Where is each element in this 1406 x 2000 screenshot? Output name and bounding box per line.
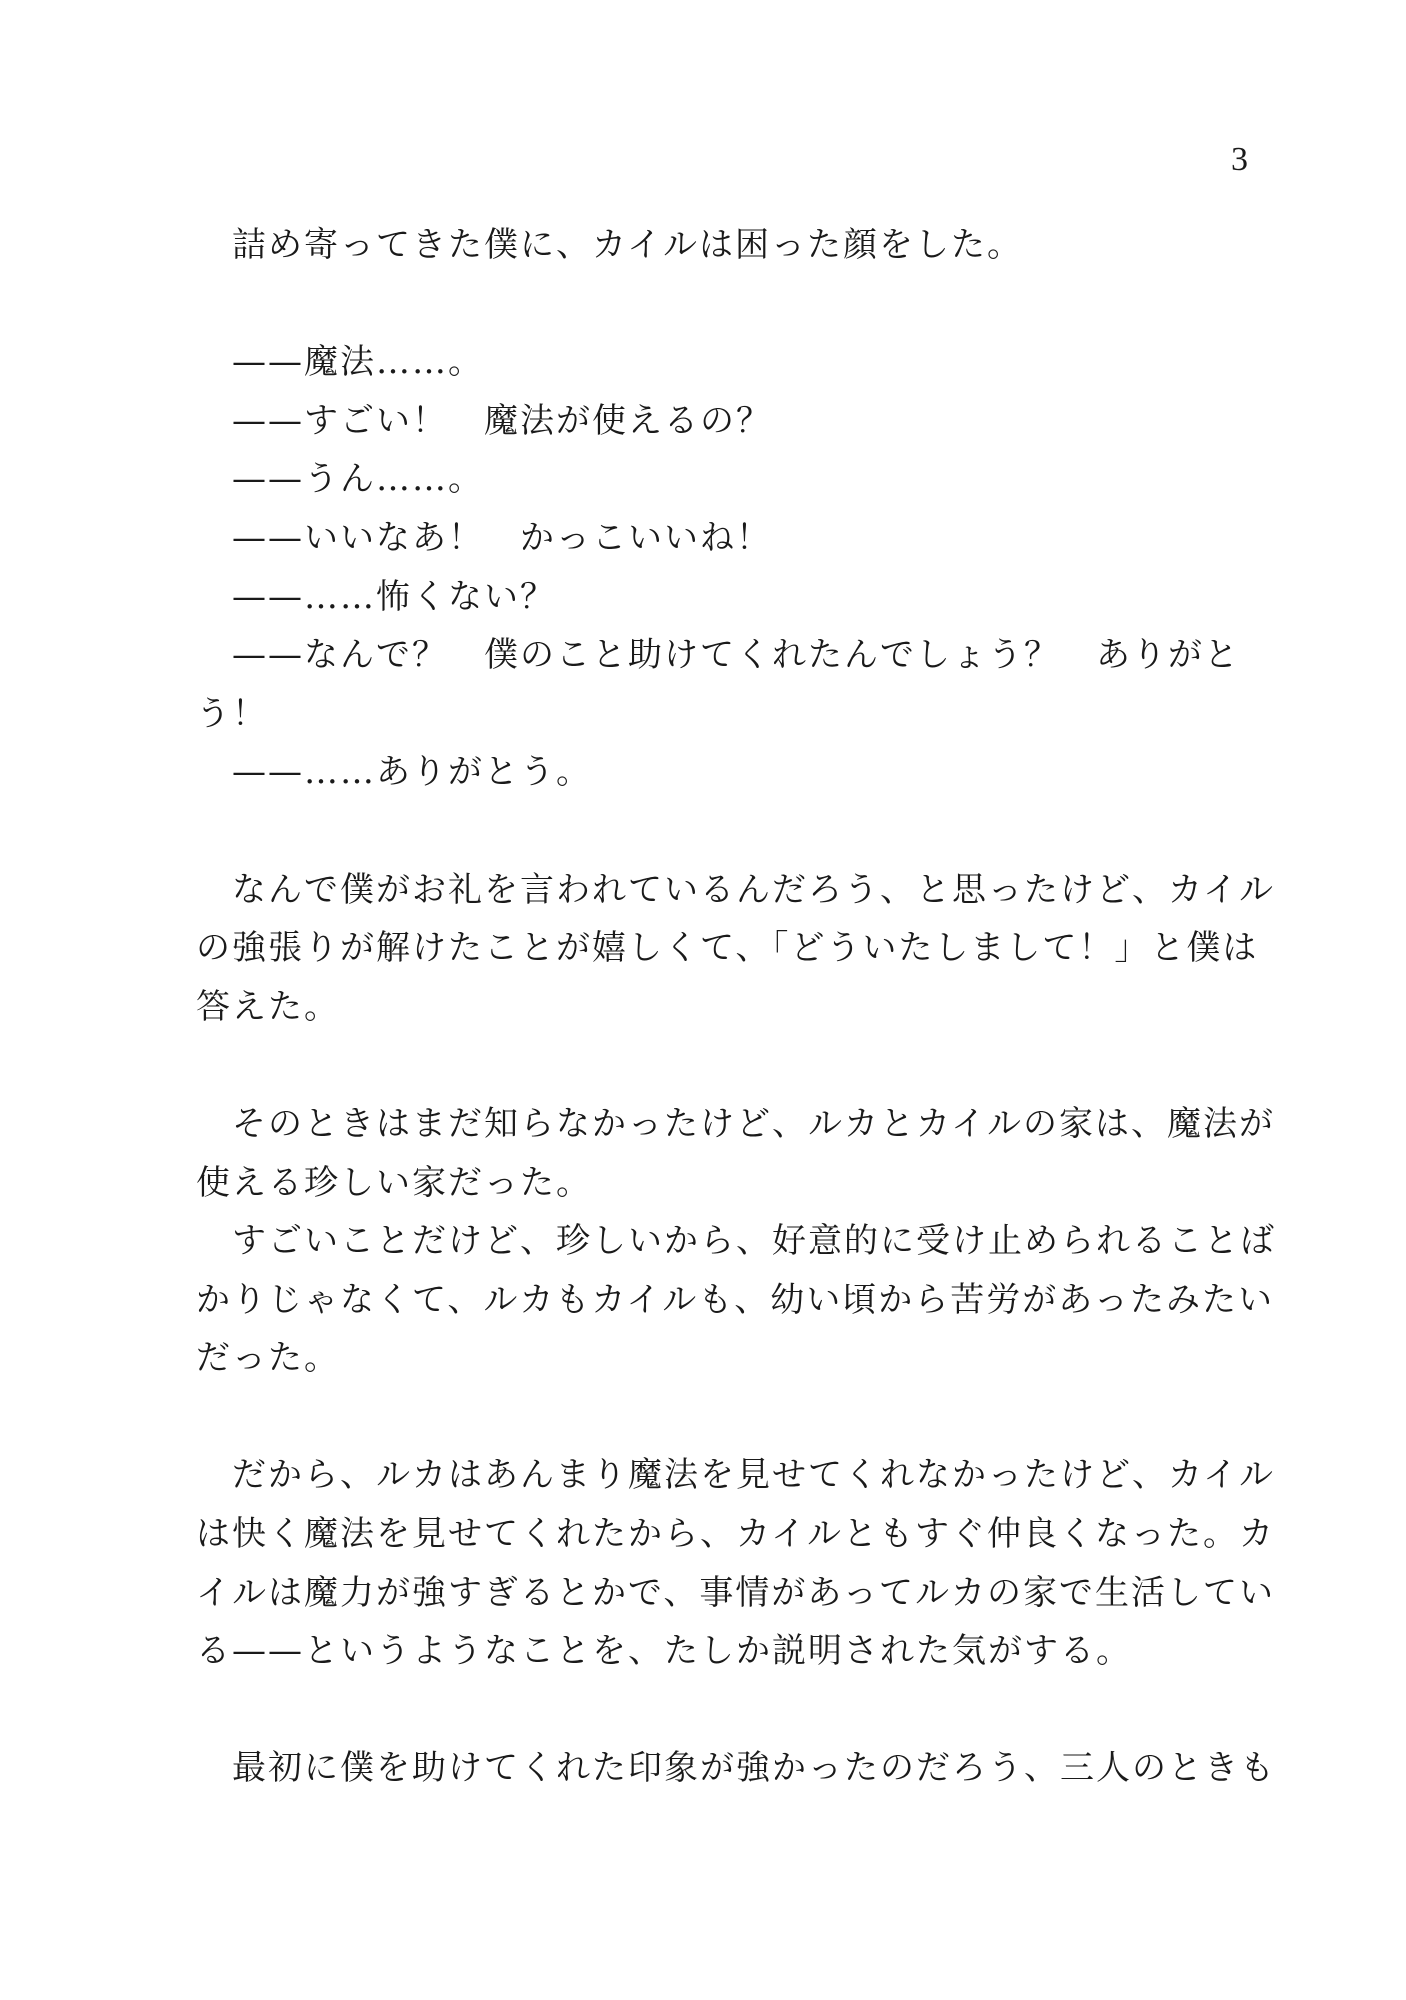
text-line: 詰め寄ってきた僕に、カイルは困った顔をした。	[196, 225, 1023, 265]
text-line: 使える珍しい家だった。	[196, 1162, 592, 1203]
text-line: そのときはまだ知らなかったけど、ルカとカイルの家は、魔法が	[196, 1103, 1275, 1144]
text-line: ——すごい！ 魔法が使えるの？	[196, 400, 772, 441]
text-line: の強張りが解けたことが嬉しくて、「どういたしまして！」と僕は	[196, 928, 1259, 969]
paragraph-break	[196, 1036, 1250, 1095]
text-line: ——なんで？ 僕のこと助けてくれたんでしょう？ ありがと	[196, 635, 1240, 676]
text-line: すごいことだけど、珍しいから、好意的に受け止められることば	[196, 1221, 1276, 1262]
text-line: ——いいなあ！ かっこいいね！	[196, 517, 772, 558]
page-number: 3	[1231, 141, 1248, 178]
text-line: ——魔法……。	[196, 342, 484, 383]
text-line: だから、ルカはあんまり魔法を見せてくれなかったけど、カイル	[196, 1455, 1275, 1496]
text-line: る——というようなことを、たしか説明された気がする。	[196, 1631, 1132, 1672]
paragraph-break	[196, 1681, 1250, 1740]
text-line: イルは魔力が強すぎるとかで、事情があってルカの家で生活してい	[196, 1572, 1275, 1613]
text-line: だった。	[196, 1338, 340, 1379]
text-line: ——……怖くない？	[196, 576, 556, 617]
text-line: 最初に僕を助けてくれた印象が強かったのだろう、三人のときも	[196, 1748, 1276, 1789]
paragraph-break	[196, 275, 1250, 334]
text-line: う！	[196, 693, 268, 734]
text-line: ——……ありがとう。	[196, 752, 592, 793]
body-text	[196, 216, 1276, 1798]
paragraph-break	[196, 1388, 1250, 1447]
text-line: なんで僕がお礼を言われているんだろう、と思ったけど、カイル	[196, 869, 1275, 910]
paragraph-break	[196, 802, 1250, 861]
text-line: かりじゃなくて、ルカもカイルも、幼い頃から苦労があったみたい	[196, 1279, 1274, 1320]
text-line: ——うん……。	[196, 459, 484, 500]
text-line: 答えた。	[196, 986, 340, 1027]
text-line: は快く魔法を見せてくれたから、カイルともすぐ仲良くなった。カ	[196, 1514, 1275, 1555]
